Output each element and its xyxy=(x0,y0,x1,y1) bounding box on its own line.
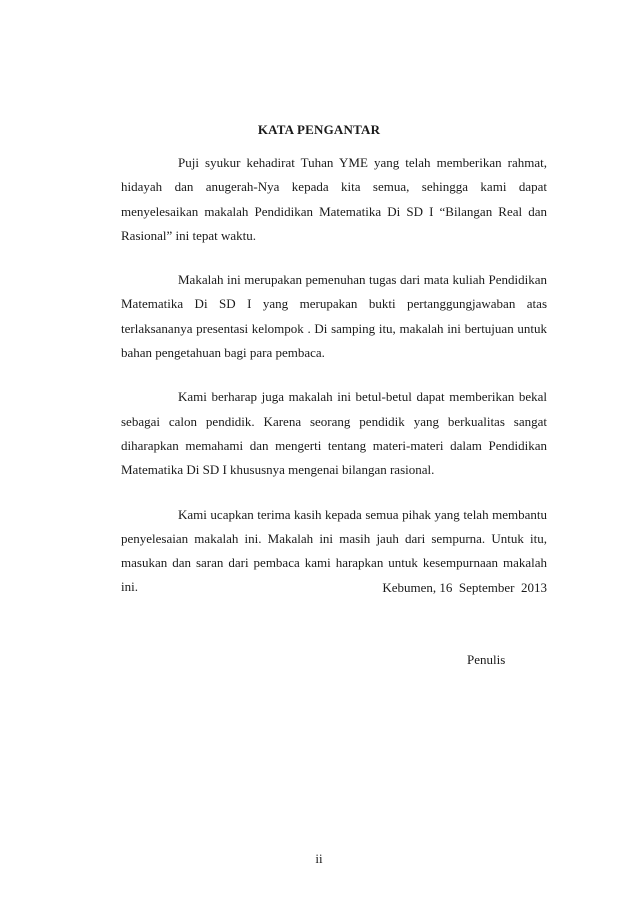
page-number: ii xyxy=(315,851,323,866)
signature-author: Penulis xyxy=(467,652,506,667)
page-title: KATA PENGANTAR xyxy=(257,122,381,137)
paragraph-4: Kami ucapkan terima kasih kepada semua pihak yang telah membantu penyelesaian makalah ini. Makalah ini masih jauh dari sempurna. Untuk itu, masukan dan saran dari pembaca kami harapkan untuk kesempurnaan makalah ini. xyxy=(121,506,547,595)
paragraph-2: Makalah ini merupakan pemenuhan tugas dari mata kuliah Pendidikan Matematika Di SD I yang merupakan bukti pertanggungjawaban atas terlaksananya presentasi kelompok . Di samping itu, makalah ini bertujuan untuk bahan pengetahuan bagi para pembaca. xyxy=(121,272,547,361)
place-date: Kebumen, 16 September 2013 xyxy=(382,580,547,595)
paragraph-1: Puji syukur kehadirat Tuhan YME yang telah memberikan rahmat, hidayah dan anugerah-Nya kepada kita semua, sehingga kami dapat menyelesaikan makalah Pendidikan Matematika Di SD I “Bilangan Real dan Rasional” ini tepat waktu. xyxy=(121,155,547,243)
paragraph-3: Kami berharap juga makalah ini betul-betul dapat memberikan bekal sebagai calon pendidik. Karena seorang pendidik yang berkualitas sangat diharapkan memahami dan mengerti tentang materi-materi dalam Pendidikan Matematika Di SD I khususnya mengenai bilangan rasional. xyxy=(121,389,547,478)
body-text xyxy=(121,151,547,620)
